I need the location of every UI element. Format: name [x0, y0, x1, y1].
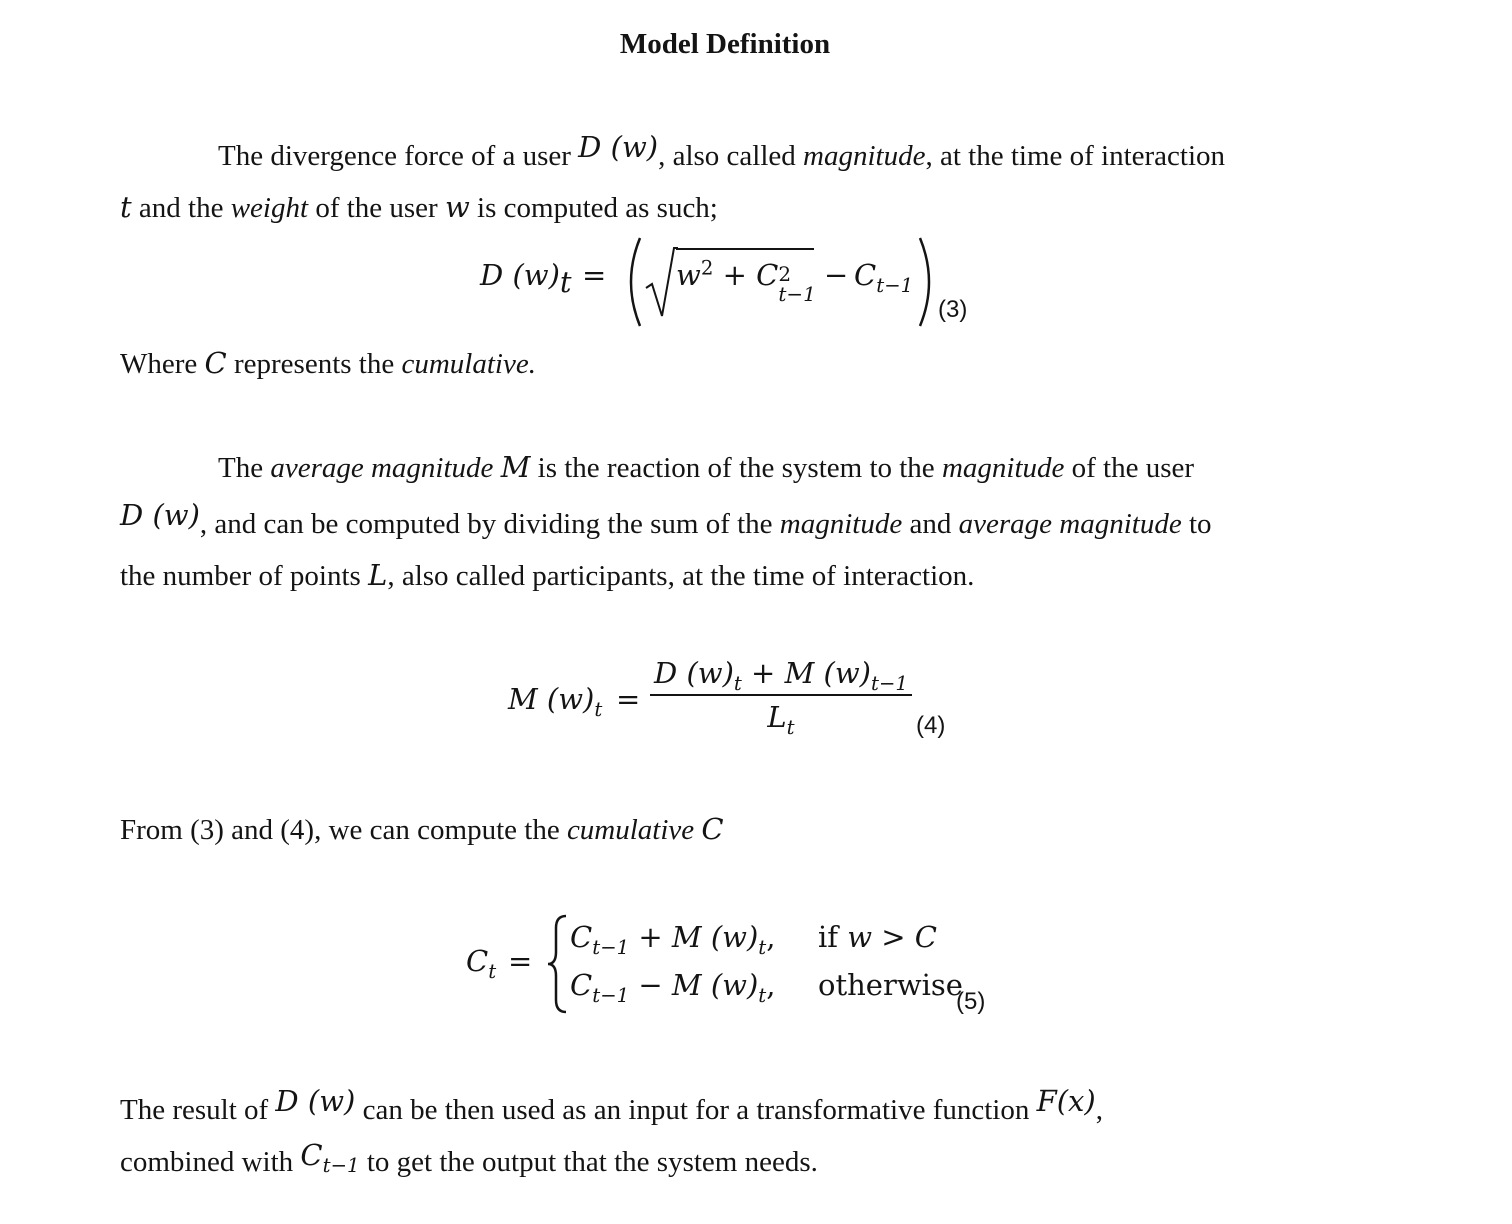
from-line — [120, 812, 724, 847]
radical-sign-icon — [644, 244, 678, 320]
paragraph-3-line-1 — [120, 1084, 1103, 1127]
emphasis: average magnitude — [958, 508, 1182, 540]
text: can be then used as an input for a transformative function — [355, 1094, 1030, 1126]
radical-bar — [676, 248, 814, 250]
emphasis: weight — [230, 192, 309, 224]
text: combined with — [120, 1146, 294, 1178]
equation-3 — [480, 236, 1000, 326]
equation-number: (3) — [938, 296, 968, 323]
emphasis: average magnitude — [270, 452, 494, 484]
emphasis: cumulative. — [401, 348, 536, 380]
math-var-m: M — [500, 450, 531, 484]
text: From (3) and (4), we can compute the — [120, 814, 567, 846]
paragraph-1-line-1 — [218, 130, 1226, 173]
math-var-c: C — [204, 346, 227, 380]
emphasis: cumulative — [566, 814, 695, 846]
text: the number of points — [120, 560, 361, 592]
math-d-of-w: D (w) — [578, 130, 659, 164]
eq5-case-1: $C_{t-1} + M$ $(w)_t$, — [570, 920, 776, 959]
eq4-fraction — [650, 656, 912, 739]
paragraph-1-line-2 — [120, 190, 718, 225]
paragraph-2-line-2 — [120, 498, 1212, 541]
left-paren-icon — [620, 236, 642, 328]
text: is computed as such; — [469, 192, 718, 224]
math-var-c: C — [701, 812, 724, 846]
paragraph-2-line-3 — [120, 558, 974, 593]
math-var-t: t — [120, 190, 132, 224]
math-var-l: L — [368, 558, 388, 592]
text: Where — [120, 348, 198, 380]
eq3-minus: − — [824, 258, 849, 292]
eq5-case-2: $C_{t-1} - M$ $(w)_t$, — [570, 968, 776, 1007]
equation-number: (5) — [956, 988, 986, 1015]
eq4-numerator: D $(w)_t + M$ $(w)_{t-1}$ — [650, 656, 912, 696]
text: and the — [131, 192, 231, 224]
eq4-lhs: M $(w)_t$ — [508, 682, 603, 721]
text: , — [1095, 1094, 1103, 1126]
emphasis: magnitude — [779, 508, 903, 540]
eq3-equals: = — [582, 258, 607, 292]
eq4-denominator: $L_t$ — [767, 700, 795, 739]
equation-4 — [508, 656, 968, 746]
text: The divergence force of a user — [218, 140, 571, 172]
paragraph-2-line-1 — [218, 450, 1194, 485]
left-brace-icon — [546, 914, 570, 1014]
text: of the user — [308, 192, 438, 224]
eq5-lhs: $C_t$ — [466, 944, 497, 983]
eq5-equals: = — [508, 944, 533, 978]
text: to — [1181, 508, 1212, 540]
text: The — [218, 452, 271, 484]
emphasis: magnitude — [941, 452, 1065, 484]
paragraph-3-line-2 — [120, 1138, 818, 1179]
eq3-c: $C_{t-1}$ — [854, 258, 914, 297]
equation-number: (4) — [916, 712, 946, 739]
text: , also called — [658, 140, 804, 172]
math-var-w: w — [444, 190, 470, 224]
math-f-of-x: F(x) — [1036, 1084, 1096, 1118]
text: The result of — [120, 1094, 269, 1126]
text: and — [902, 508, 959, 540]
text: , and can be computed by dividing the sum of the — [199, 508, 780, 540]
text: represents the — [233, 348, 402, 380]
eq5-case-1-condition: if w > C — [818, 920, 937, 954]
math-d-of-w: D (w) — [275, 1084, 356, 1118]
text: , at the time of interaction — [925, 140, 1226, 172]
eq5-case-2-condition: otherwise — [818, 968, 963, 1002]
eq4-equals: = — [616, 682, 641, 716]
text: of the user — [1064, 452, 1195, 484]
text: , also called participants, at the time of interaction. — [387, 560, 975, 592]
eq3-radicand: $w^2 + C$ 2 t−1 — [676, 256, 816, 306]
right-paren-icon — [918, 236, 940, 328]
where-line — [120, 346, 536, 381]
eq3-lhs: D $(w)_t$ — [480, 258, 572, 299]
math-d-of-w: D (w) — [120, 498, 200, 532]
emphasis: magnitude — [803, 140, 926, 172]
math-c-t-minus-1: $C_{t-1}$ — [300, 1138, 360, 1177]
text: to get the output that the system needs. — [359, 1146, 818, 1178]
text: is the reaction of the system to the — [530, 452, 942, 484]
section-heading: Model Definition — [619, 28, 831, 60]
equation-5 — [466, 912, 1006, 1022]
